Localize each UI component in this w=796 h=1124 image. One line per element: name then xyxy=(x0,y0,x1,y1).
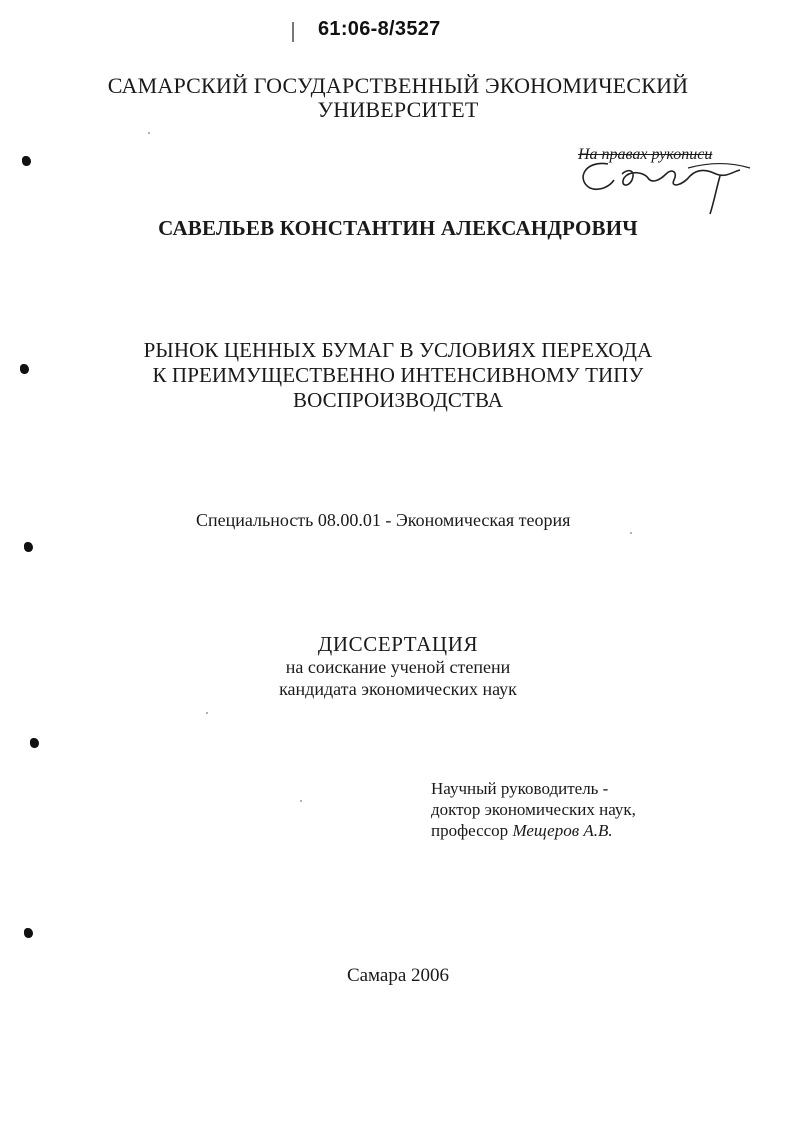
supervisor-line2: доктор экономических наук, xyxy=(431,800,636,819)
scan-speck xyxy=(630,532,632,534)
degree-block xyxy=(0,632,796,700)
binding-hole-mark xyxy=(30,738,39,748)
archive-code: 61:06-8/3527 xyxy=(318,18,441,40)
binding-hole-mark xyxy=(22,156,31,166)
dissertation-title-line3: ВОСПРОИЗВОДСТВА xyxy=(292,388,504,412)
specialty: Специальность 08.00.01 - Экономическая теория xyxy=(196,510,571,530)
binding-hole-mark xyxy=(20,364,29,374)
scan-speck xyxy=(300,800,302,802)
supervisor-block xyxy=(431,778,636,841)
author-name: САВЕЛЬЕВ КОНСТАНТИН АЛЕКСАНДРОВИЧ xyxy=(158,216,638,240)
supervisor-title: профессор xyxy=(431,821,509,840)
degree-line1: на соискание ученой степени xyxy=(285,657,511,677)
degree-line2: кандидата экономических наук xyxy=(279,679,517,699)
archive-margin-mark xyxy=(292,22,294,42)
scan-speck xyxy=(206,712,208,714)
supervisor-name: Мещеров А.В. xyxy=(512,821,613,840)
scan-speck xyxy=(148,132,150,134)
dissertation-title-line2: К ПРЕИМУЩЕСТВЕННО ИНТЕНСИВНОМУ ТИПУ xyxy=(152,363,644,387)
binding-hole-mark xyxy=(24,928,33,938)
binding-hole-mark xyxy=(24,542,33,552)
manuscript-rights-note: На правах рукописи xyxy=(578,146,713,163)
dissertation-title xyxy=(0,338,796,413)
university-name-line1: САМАРСКИЙ ГОСУДАРСТВЕННЫЙ ЭКОНОМИЧЕСКИЙ xyxy=(107,73,689,98)
place-year: Самара 2006 xyxy=(346,965,450,986)
supervisor-line3 xyxy=(431,820,636,841)
university-name xyxy=(0,74,796,122)
handwritten-signature xyxy=(570,150,760,220)
degree-heading: ДИССЕРТАЦИЯ xyxy=(317,632,479,656)
supervisor-line1: Научный руководитель - xyxy=(431,779,609,798)
university-name-line2: УНИВЕРСИТЕТ xyxy=(317,97,479,122)
dissertation-title-line1: РЫНОК ЦЕННЫХ БУМАГ В УСЛОВИЯХ ПЕРЕХОДА xyxy=(143,338,653,362)
